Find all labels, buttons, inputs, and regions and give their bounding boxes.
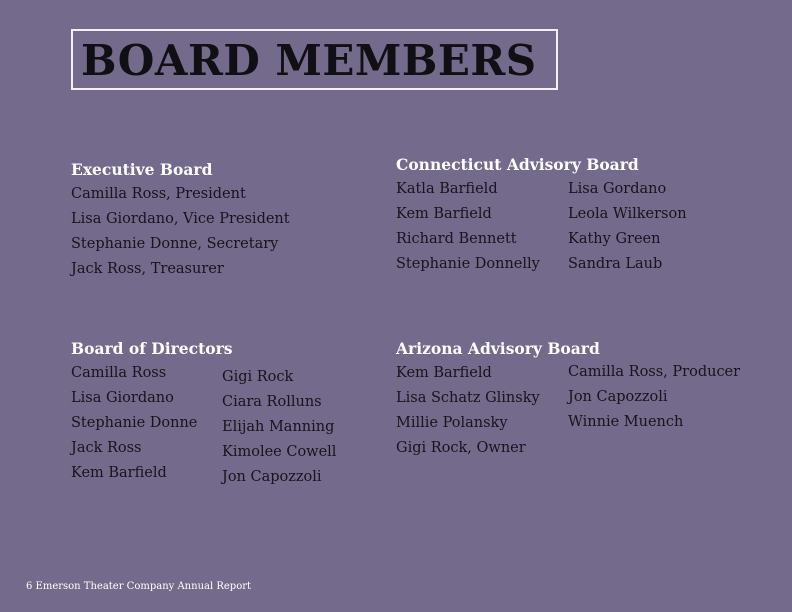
list-item: Gigi Rock, Owner	[396, 440, 526, 456]
executive-board-section	[71, 160, 290, 282]
list-item: Camilla Ross	[71, 365, 167, 381]
list-item: Camilla Ross, President	[71, 186, 246, 202]
board-of-directors-list-left	[71, 361, 197, 486]
list-item: Stephanie Donne	[71, 415, 198, 431]
board-of-directors-section	[71, 339, 381, 499]
list-item: Sandra Laub	[568, 256, 663, 272]
board-of-directors-list-right	[222, 365, 336, 490]
list-item: Lisa Schatz Glinsky	[396, 390, 540, 406]
list-item: Millie Polansky	[396, 415, 508, 431]
connecticut-board-list-left	[396, 177, 540, 277]
arizona-board-section	[396, 339, 786, 469]
arizona-board-heading: Arizona Advisory Board	[396, 339, 600, 358]
list-item: Jon Capozzoli	[568, 389, 668, 405]
list-item: Ciara Rolluns	[222, 394, 322, 410]
list-item: Katla Barfield	[396, 181, 498, 197]
list-item: Jack Ross	[71, 440, 142, 456]
list-item: Leola Wilkerson	[568, 206, 687, 222]
arizona-board-list-right	[568, 360, 740, 435]
list-item: Jack Ross, Treasurer	[71, 261, 224, 277]
list-item: Camilla Ross, Producer	[568, 364, 741, 380]
list-item: Gigi Rock	[222, 369, 294, 385]
connecticut-board-heading: Connecticut Advisory Board	[396, 155, 639, 174]
list-item: Kathy Green	[568, 231, 661, 247]
list-item: Stephanie Donne, Secretary	[71, 236, 279, 252]
list-item: Kimolee Cowell	[222, 444, 337, 460]
list-item: Jon Capozzoli	[222, 469, 322, 485]
executive-board-heading: Executive Board	[71, 160, 213, 179]
board-of-directors-heading: Board of Directors	[71, 339, 233, 358]
list-item: Stephanie Donnelly	[396, 256, 540, 272]
page-title: BOARD MEMBERS	[81, 36, 537, 85]
connecticut-board-list-right	[568, 177, 687, 277]
page-footer: 6 Emerson Theater Company Annual Report	[26, 581, 252, 592]
list-item: Richard Bennett	[396, 231, 517, 247]
list-item: Lisa Gordano	[568, 181, 667, 197]
list-item: Winnie Muench	[568, 414, 684, 430]
list-item: Kem Barfield	[396, 206, 492, 222]
list-item: Elijah Manning	[222, 419, 335, 435]
list-item: Kem Barfield	[71, 465, 167, 481]
list-item: Lisa Giordano, Vice President	[71, 211, 290, 227]
arizona-board-list-left	[396, 361, 540, 461]
list-item: Kem Barfield	[396, 365, 492, 381]
executive-board-list	[71, 182, 290, 282]
connecticut-board-section	[396, 155, 776, 285]
list-item: Lisa Giordano	[71, 390, 174, 406]
page-title-frame	[71, 29, 558, 90]
